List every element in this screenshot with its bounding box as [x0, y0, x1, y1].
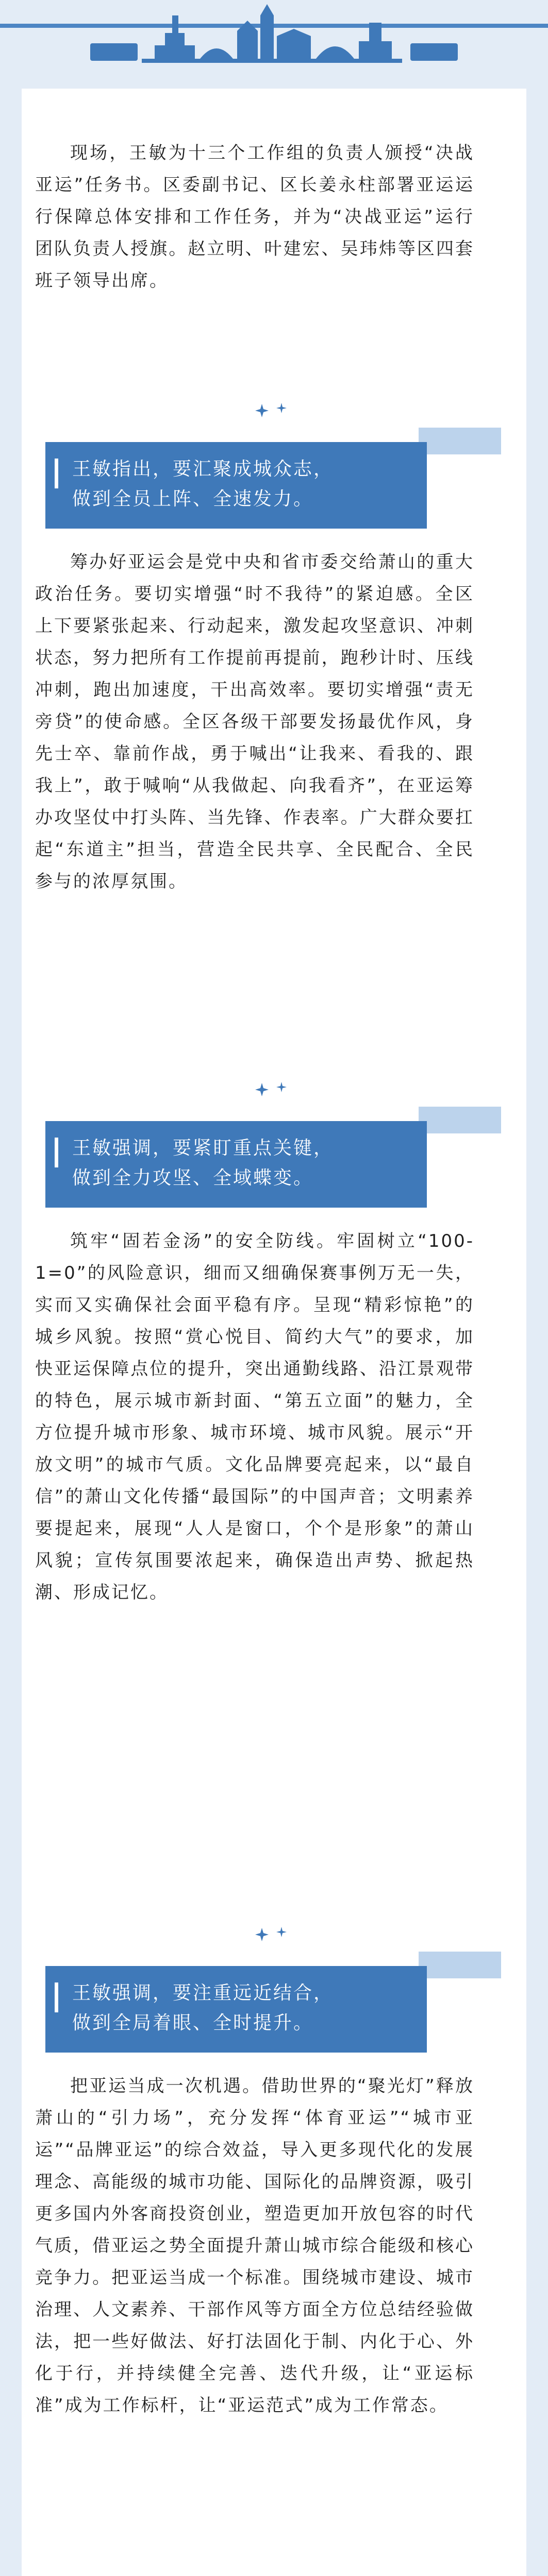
- quote-line: 王敏指出，要汇聚成城众志，: [72, 459, 334, 480]
- quote-accent: [419, 1952, 501, 1978]
- quote-line: 王敏强调，要注重远近结合，: [72, 1982, 334, 2004]
- sparkle-icon: [252, 402, 293, 419]
- article-paragraph: 把亚运当成一次机遇。借助世界的“聚光灯”释放萧山的“引力场”，充分发挥“体育亚运”“城市亚运”“品牌亚运”的综合效益，导入更多现代化的发展理念、高能级的城市功能、国际化的品牌资源，吸引更多国内外客商投资创业，塑造更加开放包容的时代气质，借亚运之势全面提升萧山城市综合能级和核心竞争力。把亚运当成一个标准。围绕城市建设、城市治理、人文素养、干部作风等方面全方位总结经验做法，把一些好做法、好打法固化于制、内化于心、外化于行，并持续健全完善、迭代升级，让“亚运标准”成为工作标杆，让“亚运范式”成为工作常态。: [35, 2076, 474, 2416]
- article-paragraph: 筹办好亚运会是党中央和省市委交给萧山的重大政治任务。要切实增强“时不我待”的紧迫感。全区上下要紧张起来、行动起来，激发起攻坚意识、冲刺状态，努力把所有工作提前再提前，跑秒计时、压线冲刺，跑出加速度，干出高效率。要切实增强“责无旁贷”的使命感。全区各级干部要发扬最优作风，身先士卒、靠前作战，勇于喊出“让我来、看我的、跟我上”，敢于喊响“从我做起、向我看齐”，在亚运筹办攻坚仗中打头阵、当先锋、作表率。广大群众要扛起“东道主”担当，营造全民共享、全民配合、全民参与的浓厚氛围。: [35, 552, 474, 892]
- quote-accent: [419, 1107, 501, 1133]
- article-paragraph: 现场，王敏为十三个工作组的负责人颁授“决战亚运”任务书。区委副书记、区长姜永柱部署亚运运行保障总体安排和工作任务，并为“决战亚运”运行团队负责人授旗。赵立明、叶建宏、吴玮炜等区四套班子领导出席。: [35, 143, 474, 291]
- quote-line: 王敏强调，要紧盯重点关键，: [72, 1138, 334, 1159]
- sparkle-icon: [252, 1926, 293, 1943]
- article-paragraph: 筑牢“固若金汤”的安全防线。牢固树立“100-1=0”的风险意识，细而又细确保赛事例万无一失，实而又实确保社会面平稳有序。呈现“精彩惊艳”的城乡风貌。按照“赏心悦目、简约大气”的要求，加快亚运保障点位的提升，突出通勤线路、沿江景观带的特色，展示城市新封面、“第五立面”的魅力，全方位提升城市形象、城市环境、城市风貌。展示“开放文明”的城市气质。文化品牌要亮起来，以“最自信”的萧山文化传播“最国际”的中国声音；文明素养要提起来，展现“人人是窗口，个个是形象”的萧山风貌；宣传氛围要浓起来，确保造出声势、掀起热潮、形成记忆。: [35, 1231, 474, 1603]
- quote-box: [45, 1966, 427, 2053]
- top-skyline-icon: [0, 0, 548, 89]
- quote-bar: [55, 459, 58, 488]
- quote-line: 做到全力攻坚、全域蝶变。: [72, 1167, 314, 1189]
- quote-bar: [55, 1138, 58, 1167]
- quote-accent: [419, 428, 501, 454]
- sparkle-icon: [252, 1081, 293, 1098]
- quote-bar: [55, 1982, 58, 2012]
- quote-box: [45, 1121, 427, 1208]
- quote-line: 做到全局着眼、全时提升。: [72, 2012, 314, 2033]
- quote-line: 做到全员上阵、全速发力。: [72, 488, 314, 510]
- quote-box: [45, 442, 427, 529]
